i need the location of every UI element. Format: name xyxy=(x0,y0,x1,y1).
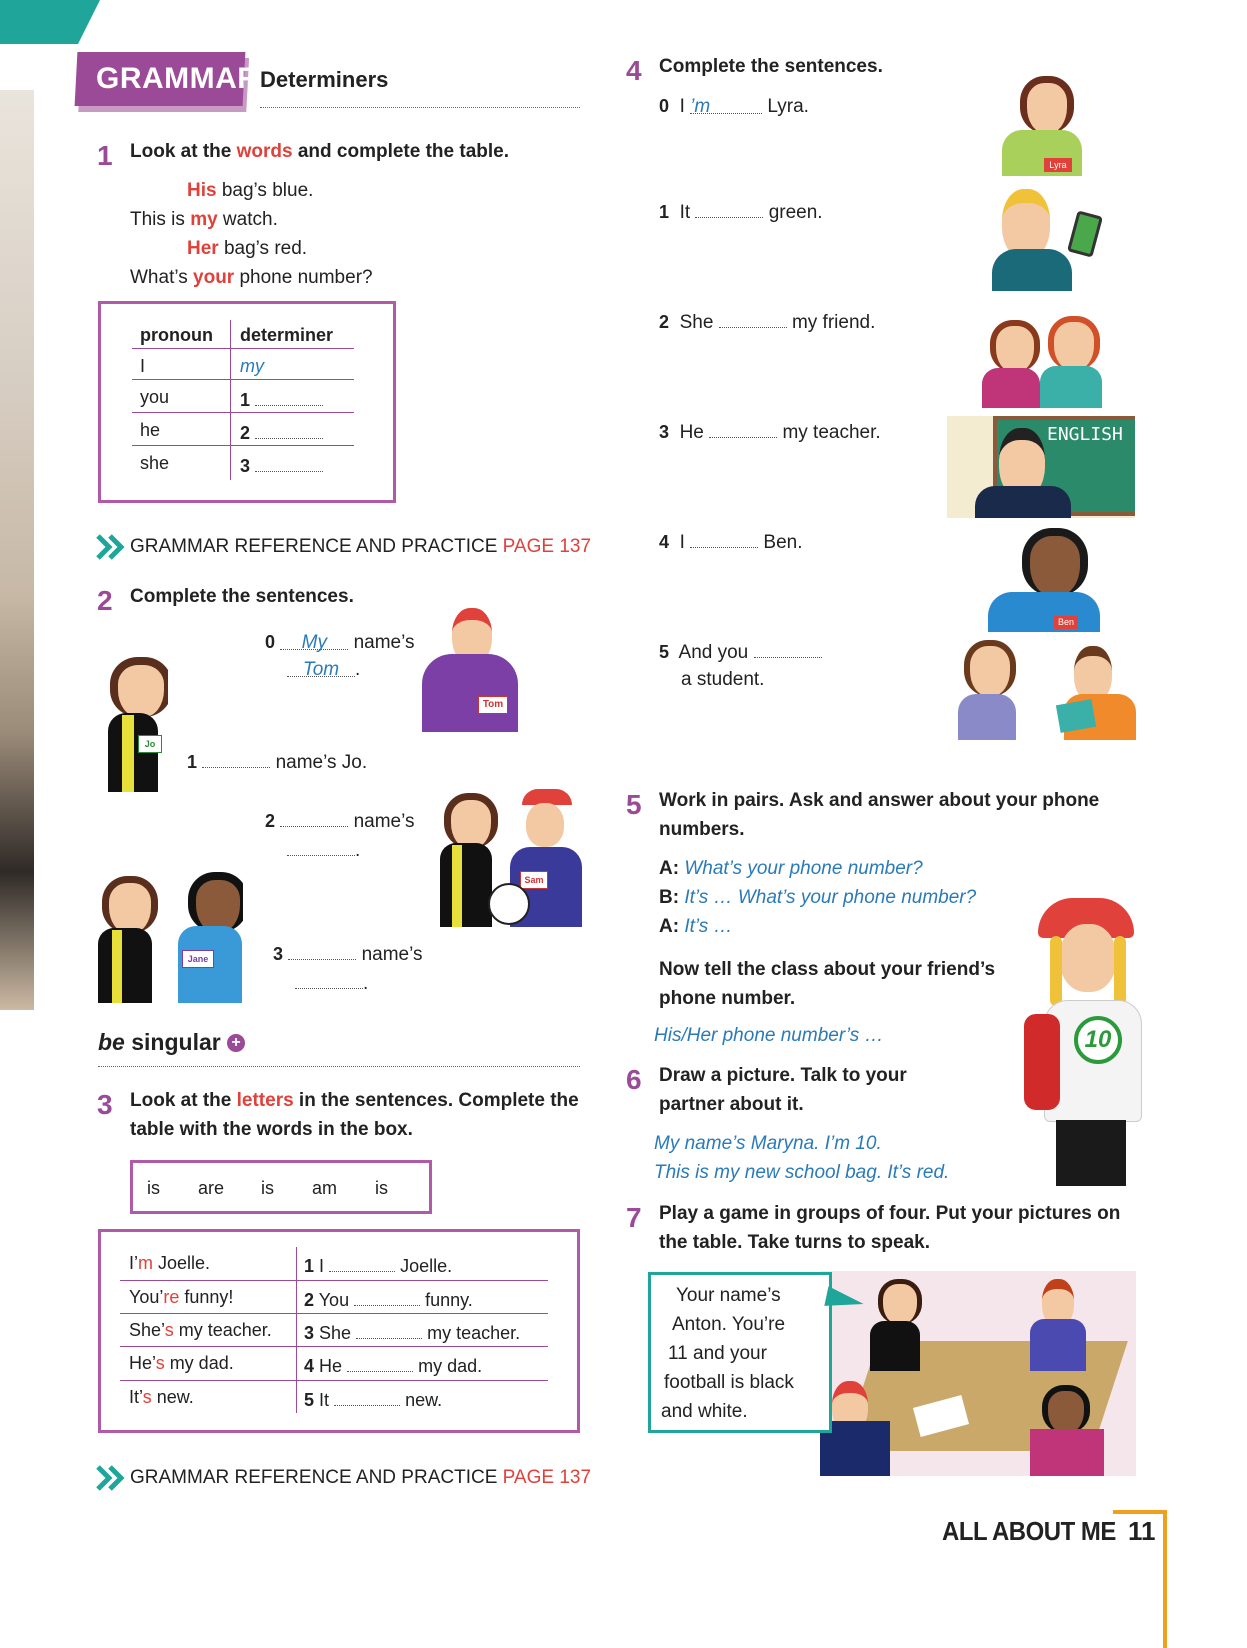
ex4-item-5[interactable]: 5 And you xyxy=(659,639,822,665)
football xyxy=(488,883,530,925)
ex2-item-2-line2[interactable]: . xyxy=(287,837,360,863)
table-rule xyxy=(132,445,354,446)
exercise-5-instruction-2: numbers. xyxy=(659,819,745,840)
table-rule xyxy=(120,1280,548,1281)
be-table-divider xyxy=(296,1247,297,1413)
table-row-determiner-answer: my xyxy=(240,356,264,376)
example-line-2: This is my watch. xyxy=(130,209,278,230)
exercise-1-instruction: Look at the words and complete the table. xyxy=(130,141,510,162)
title-rule xyxy=(260,107,580,108)
be-table-left: She’s my teacher. xyxy=(129,1320,272,1340)
ex2-item-3-line2[interactable]: . xyxy=(295,970,368,996)
name-tag: Ben xyxy=(1054,616,1078,629)
be-table-left: He’s my dad. xyxy=(129,1353,234,1373)
ex4-item-1[interactable]: 1 It green. xyxy=(659,199,823,225)
be-table-right[interactable]: 4 He my dad. xyxy=(304,1353,482,1378)
grammar-reference-link[interactable]: GRAMMAR REFERENCE AND PRACTICE PAGE 137 xyxy=(130,536,592,557)
exercise-7-number: 7 xyxy=(626,1202,642,1233)
unit-title: ALL ABOUT ME xyxy=(942,1516,1116,1546)
table-rule xyxy=(132,412,354,413)
illustration-group-game xyxy=(820,1271,1136,1476)
table-rule xyxy=(120,1313,548,1314)
example-line-3: Her bag’s red. xyxy=(187,238,308,259)
double-chevron-icon xyxy=(96,533,128,566)
ex4-item-3[interactable]: 3 He my teacher. xyxy=(659,419,881,445)
table-rule xyxy=(120,1380,548,1381)
ex2-item-1[interactable]: 1 name’s Jo. xyxy=(187,749,367,775)
page-number: 11 xyxy=(1128,1516,1156,1546)
illustration-jo xyxy=(98,655,168,792)
exercise-6-instruction-2: partner about it. xyxy=(659,1094,804,1115)
ex2-answer: My xyxy=(280,631,348,650)
table-row-pronoun: you xyxy=(140,387,170,407)
table-rule xyxy=(120,1346,548,1347)
table-row-pronoun: she xyxy=(140,453,170,473)
dialogue-line: B: It’s … What’s your phone number? xyxy=(659,887,977,908)
exercise-4-instruction: Complete the sentences. xyxy=(659,56,883,77)
be-table-right[interactable]: 3 She my teacher. xyxy=(304,1320,520,1345)
dialogue-line: A: What’s your phone number? xyxy=(659,858,923,879)
ex4-item-2[interactable]: 2 She my friend. xyxy=(659,309,875,335)
exercise-2-instruction: Complete the sentences. xyxy=(130,586,354,607)
be-table-left: It’s new. xyxy=(129,1387,194,1407)
word-box-item: are xyxy=(198,1178,225,1198)
name-tag: Lyra xyxy=(1044,158,1072,172)
exercise-4-number: 4 xyxy=(626,55,642,86)
section-title: Determiners xyxy=(260,67,389,92)
illustration-jo-and-jane xyxy=(98,868,243,1003)
chalkboard-text: ENGLISH xyxy=(1047,424,1123,445)
speech-bubble-line: Anton. You’re xyxy=(672,1314,786,1335)
ex4-item-4[interactable]: 4 I Ben. xyxy=(659,529,803,555)
illustration-lyra xyxy=(994,76,1084,176)
illustration-jo-and-sam xyxy=(440,787,582,927)
illustration-two-girls xyxy=(982,316,1102,408)
table-row-blank[interactable]: 1 xyxy=(240,387,323,413)
ex4-item-5-line2: a student. xyxy=(681,669,765,690)
table-rule xyxy=(132,379,354,380)
exercise-1-number: 1 xyxy=(97,140,113,171)
ex4-item-0: 0 I ’m Lyra. xyxy=(659,96,809,117)
be-table-right[interactable]: 5 It new. xyxy=(304,1387,442,1412)
table-row-pronoun: I xyxy=(140,356,146,376)
illustration-tom xyxy=(410,606,520,732)
ex2-item-0-line2: Tom . xyxy=(287,658,360,682)
word-box-item: am xyxy=(312,1178,338,1198)
be-singular-heading: be singular xyxy=(98,1029,221,1055)
table-row-pronoun: he xyxy=(140,420,161,440)
exercise-3-instruction: Look at the letters in the sentences. Complete the xyxy=(130,1090,579,1111)
exercise-5-instruction: Work in pairs. Ask and answer about your phone xyxy=(659,790,1100,811)
table-header-pronoun: pronoun xyxy=(140,325,213,345)
name-tag: Tom xyxy=(478,696,508,714)
ex2-answer: Tom xyxy=(287,658,355,677)
corner-teal-shape xyxy=(0,0,100,44)
left-edge-photo xyxy=(0,90,34,1010)
exercise-7-instruction-2: the table. Take turns to speak. xyxy=(659,1232,931,1253)
be-table-right[interactable]: 2 You funny. xyxy=(304,1287,473,1312)
exercise-3-number: 3 xyxy=(97,1089,113,1120)
ex2-item-0: 0 My name’s xyxy=(265,632,415,653)
ex2-item-3[interactable]: 3 name’s xyxy=(273,941,422,967)
plus-icon: + xyxy=(227,1034,245,1052)
exercise-5-follow-up-2: phone number. xyxy=(659,988,796,1009)
word-box-item: is xyxy=(261,1178,274,1198)
word-box-item: is xyxy=(375,1178,388,1198)
exercise-6-instruction: Draw a picture. Talk to your xyxy=(659,1065,907,1086)
table-header-determiner: determiner xyxy=(240,325,334,345)
exercise-6-model-2: This is my new school bag. It’s red. xyxy=(654,1162,950,1183)
ex4-answer: ’m xyxy=(690,95,762,114)
illustration-boy-with-phone xyxy=(992,183,1102,291)
exercise-6-model: My name’s Maryna. I’m 10. xyxy=(654,1133,882,1154)
table-divider xyxy=(230,320,231,480)
speech-bubble-line: Your name’s xyxy=(676,1285,781,1306)
be-singular-rule xyxy=(98,1066,580,1067)
double-chevron-icon xyxy=(96,1464,128,1497)
exercise-5-model: His/Her phone number’s … xyxy=(654,1025,884,1046)
exercise-3-instruction-2: table with the words in the box. xyxy=(130,1119,413,1140)
table-row-blank[interactable]: 3 xyxy=(240,453,323,479)
illustration-teacher xyxy=(947,416,1135,518)
illustration-student-with-book xyxy=(958,640,1136,740)
exercise-5-follow-up: Now tell the class about your friend’s xyxy=(659,959,996,980)
name-tag: Jane xyxy=(182,950,214,968)
be-table-right[interactable]: 1 I Joelle. xyxy=(304,1253,452,1278)
word-box-item: is xyxy=(147,1178,160,1198)
ex2-item-2[interactable]: 2 name’s xyxy=(265,808,414,834)
grammar-banner-label: GRAMMAR xyxy=(96,62,260,95)
speech-bubble-line: 11 and your xyxy=(668,1343,767,1364)
name-tag: Jo xyxy=(138,735,162,753)
example-line-4: What’s your phone number? xyxy=(130,267,373,288)
name-tag: Sam xyxy=(520,871,548,889)
be-table-left: You’re funny! xyxy=(129,1287,234,1307)
illustration-ben xyxy=(988,524,1100,632)
phone xyxy=(1067,210,1102,257)
shirt-number: 10 xyxy=(1074,1016,1122,1064)
exercise-7-instruction: Play a game in groups of four. Put your pictures on xyxy=(659,1203,1121,1224)
example-line-1: His bag’s blue. xyxy=(187,180,314,201)
grammar-reference-link[interactable]: GRAMMAR REFERENCE AND PRACTICE PAGE 137 xyxy=(130,1467,592,1488)
exercise-5-number: 5 xyxy=(626,789,642,820)
speech-bubble-line: football is black xyxy=(664,1372,794,1393)
speech-bubble-line: and white. xyxy=(661,1401,748,1422)
table-rule xyxy=(132,348,354,349)
exercise-6-number: 6 xyxy=(626,1064,642,1095)
be-table-left: I’m Joelle. xyxy=(129,1253,211,1273)
table-row-blank[interactable]: 2 xyxy=(240,420,323,446)
dialogue-line: A: It’s … xyxy=(659,916,733,937)
illustration-girl-with-cap xyxy=(1020,896,1150,1186)
exercise-2-number: 2 xyxy=(97,585,113,616)
